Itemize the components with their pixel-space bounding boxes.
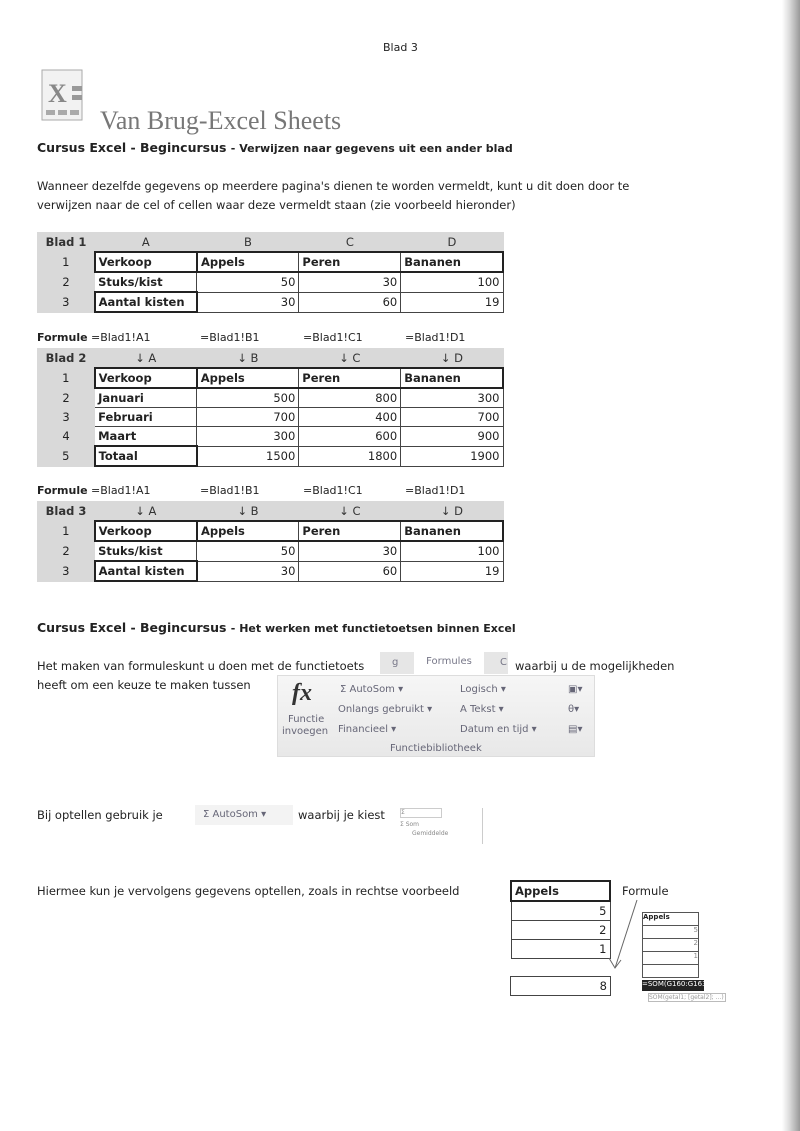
mini-sheet <box>642 912 724 1002</box>
mini-cell: 2 <box>642 939 699 952</box>
row-number[interactable]: 5 <box>38 446 95 466</box>
column-header[interactable] <box>197 233 299 253</box>
column-letter: B <box>250 351 259 365</box>
more-functions-icon[interactable]: ▤▾ <box>568 724 583 735</box>
cell[interactable]: 1900 <box>401 446 503 466</box>
arrow-icon: ↓ <box>135 504 145 518</box>
cell[interactable]: 5 <box>511 901 610 921</box>
formula-ref: =Blad1!A1 <box>91 331 151 344</box>
text: Bij optellen gebruik je <box>37 808 163 822</box>
cell[interactable]: Totaal <box>95 446 197 466</box>
cell[interactable]: Peren <box>299 521 401 541</box>
text: waarbij u de mogelijkheden <box>515 659 675 673</box>
sheet-name: Blad 2 <box>38 349 95 369</box>
cell[interactable]: 50 <box>197 272 299 292</box>
row-number[interactable]: 3 <box>38 561 95 581</box>
sheet-name: Blad 3 <box>38 502 95 522</box>
arrow-icon: ↓ <box>135 351 145 365</box>
cell[interactable]: Stuks/kist <box>95 541 197 561</box>
cell[interactable]: 19 <box>401 292 503 312</box>
column-header[interactable] <box>95 349 197 369</box>
menu-button[interactable]: Σ <box>400 808 442 818</box>
cell[interactable]: 600 <box>299 427 401 447</box>
cell[interactable]: Februari <box>95 408 197 427</box>
cell[interactable]: 1800 <box>299 446 401 466</box>
column-header[interactable] <box>197 502 299 522</box>
table-row <box>38 446 504 466</box>
insert-function-label[interactable]: Functie <box>288 714 325 725</box>
cell[interactable]: Peren <box>299 368 401 388</box>
cell[interactable]: 30 <box>299 541 401 561</box>
cell[interactable]: Appels <box>197 368 299 388</box>
column-header[interactable] <box>401 349 503 369</box>
formula-cell[interactable]: =SOM(G160:G163) <box>642 980 704 991</box>
column-letter: A <box>148 351 157 365</box>
arrow-icon: ↓ <box>237 351 247 365</box>
formula-ref: =Blad1!B1 <box>200 331 260 344</box>
menu-item-som[interactable]: Σ Som <box>400 821 420 828</box>
cell[interactable]: Bananen <box>401 252 503 272</box>
row-number[interactable]: 2 <box>38 272 95 292</box>
formula-ref: =Blad1!C1 <box>303 331 363 344</box>
autosom-button[interactable]: Σ AutoSom ▾ <box>195 805 293 825</box>
column-letter: B <box>250 504 259 518</box>
mini-header: Appels <box>642 912 699 926</box>
formula-label: Formule <box>37 331 88 344</box>
text: heeft om een keuze te maken tussen <box>37 678 251 692</box>
cell[interactable]: 300 <box>401 388 503 408</box>
cell[interactable]: 1 <box>511 940 610 959</box>
text-button[interactable]: A Tekst ▾ <box>460 704 504 715</box>
intro-line: Wanneer dezelfde gegevens op meerdere pagina's dienen te worden vermeldt, kunt u dit doen door te <box>37 179 630 193</box>
cell[interactable]: 60 <box>299 561 401 581</box>
column-header[interactable] <box>299 349 401 369</box>
logo-text: Van Brug-Excel Sheets <box>100 106 342 135</box>
table-row <box>38 272 504 292</box>
column-letter: D <box>454 504 463 518</box>
header-cell[interactable]: Appels <box>511 881 610 901</box>
cell[interactable]: 100 <box>401 272 503 292</box>
table-row <box>38 292 504 312</box>
cell[interactable]: 30 <box>197 292 299 312</box>
column-letter: C <box>345 235 354 249</box>
cell[interactable]: Bananen <box>401 521 503 541</box>
cell[interactable]: 2 <box>511 921 610 940</box>
tab-prev[interactable]: g <box>392 657 399 668</box>
subtitle: - Verwijzen naar gegevens uit een ander blad <box>230 142 513 155</box>
subtitle: - Het werken met functietoetsen binnen Excel <box>230 622 516 635</box>
arrow-icon: ↓ <box>339 504 349 518</box>
cell[interactable]: 800 <box>299 388 401 408</box>
cell[interactable]: Appels <box>197 252 299 272</box>
cell[interactable]: 700 <box>197 408 299 427</box>
title: Cursus Excel - Begincursus <box>37 620 227 635</box>
scan-edge <box>782 0 800 1131</box>
formula-tooltip: SOM(getal1; [getal2]; ...) <box>648 993 726 1002</box>
cell[interactable]: 100 <box>401 541 503 561</box>
row-number[interactable]: 1 <box>38 521 95 541</box>
intro-text <box>37 177 629 215</box>
row-number[interactable]: 2 <box>38 388 95 408</box>
row-number[interactable]: 3 <box>38 408 95 427</box>
mini-cell: 1 <box>642 952 699 965</box>
example-table <box>510 880 611 959</box>
group-label: Functiebibliotheek <box>390 743 482 754</box>
section1-title <box>37 140 513 155</box>
insert-function-label[interactable]: invoegen <box>282 726 329 737</box>
cell[interactable]: Aantal kisten <box>95 561 197 581</box>
cell[interactable]: 30 <box>197 561 299 581</box>
text: Hiermee kun je vervolgens gegevens optellen, zoals in rechtse voorbeeld <box>37 884 460 898</box>
arrow-icon: ↓ <box>339 351 349 365</box>
arrow-icon: ↓ <box>440 504 451 518</box>
cell[interactable]: Aantal kisten <box>95 292 197 312</box>
date-time-button[interactable]: Datum en tijd ▾ <box>460 724 537 735</box>
column-letter: D <box>447 235 457 249</box>
cell[interactable]: 1500 <box>197 446 299 466</box>
lookup-icon[interactable]: ▣▾ <box>568 684 583 695</box>
cell[interactable]: Stuks/kist <box>95 272 197 292</box>
column-header[interactable] <box>95 233 197 253</box>
sheet1-table <box>37 232 504 313</box>
financial-button[interactable]: Financieel ▾ <box>338 724 397 735</box>
formula-ref: =Blad1!D1 <box>405 484 466 497</box>
autosom-button[interactable]: Σ AutoSom ▾ <box>340 684 404 695</box>
example-total <box>510 976 611 996</box>
text: Het maken van formuleskunt u doen met de functietoets <box>37 659 365 673</box>
column-header[interactable] <box>95 502 197 522</box>
formula-ref: =Blad1!C1 <box>303 484 363 497</box>
title: Cursus Excel - Begincursus <box>37 140 227 155</box>
cell[interactable]: 60 <box>299 292 401 312</box>
cell[interactable]: 19 <box>401 561 503 581</box>
column-header[interactable] <box>299 502 401 522</box>
formula-ref: =Blad1!B1 <box>200 484 260 497</box>
column-header[interactable] <box>401 233 503 253</box>
cell[interactable]: 500 <box>197 388 299 408</box>
formule-label: Formule <box>622 884 669 898</box>
menu-item-gemiddelde[interactable]: Gemiddelde <box>412 830 449 837</box>
row-number[interactable]: 1 <box>38 252 95 272</box>
column-header[interactable] <box>299 233 401 253</box>
table-row <box>38 427 504 447</box>
mini-cell: 5 <box>642 926 699 939</box>
row-number[interactable]: 1 <box>38 368 95 388</box>
arrow-icon <box>605 898 645 973</box>
formula-ref: =Blad1!D1 <box>405 331 466 344</box>
column-letter: D <box>454 351 463 365</box>
intro-line: verwijzen naar de cel of cellen waar deze vermeldt staan (zie voorbeeld hieronder) <box>37 198 516 212</box>
cell[interactable]: Maart <box>95 427 197 447</box>
cell[interactable]: 30 <box>299 272 401 292</box>
cell[interactable]: Peren <box>299 252 401 272</box>
column-header[interactable] <box>401 502 503 522</box>
total-cell[interactable]: 8 <box>511 977 611 996</box>
ribbon-tabs <box>380 652 508 674</box>
column-header[interactable] <box>197 349 299 369</box>
mini-cell <box>642 965 699 978</box>
sheet3-table <box>37 501 504 582</box>
cell[interactable]: 50 <box>197 541 299 561</box>
column-letter: A <box>148 504 157 518</box>
cell[interactable]: 300 <box>197 427 299 447</box>
formula-ref: =Blad1!A1 <box>91 484 151 497</box>
column-letter: C <box>352 351 361 365</box>
sheet2-table <box>37 348 504 467</box>
tab-next[interactable]: C <box>500 657 507 668</box>
arrow-icon: ↓ <box>440 351 451 365</box>
column-letter: C <box>352 504 361 518</box>
cell[interactable]: 900 <box>401 427 503 447</box>
cell[interactable]: 700 <box>401 408 503 427</box>
autosom-menu <box>400 808 483 844</box>
cell[interactable]: Bananen <box>401 368 503 388</box>
table-row <box>38 521 504 541</box>
svg-text:X: X <box>48 79 67 108</box>
table-row <box>38 388 504 408</box>
fx-icon: fx <box>292 680 312 706</box>
table-row <box>38 541 504 561</box>
sheet-name: Blad 1 <box>38 233 95 253</box>
row-number[interactable]: 2 <box>38 541 95 561</box>
cell[interactable]: Januari <box>95 388 197 408</box>
cell[interactable]: 400 <box>299 408 401 427</box>
cell[interactable]: Verkoop <box>95 521 197 541</box>
column-letter: A <box>141 235 150 249</box>
function-library-ribbon <box>277 675 595 757</box>
cell[interactable]: Verkoop <box>95 252 197 272</box>
arrow-icon: ↓ <box>237 504 247 518</box>
tab-formules[interactable]: Formules <box>414 652 484 674</box>
math-icon[interactable]: θ▾ <box>568 704 580 715</box>
row-number[interactable]: 3 <box>38 292 95 312</box>
table-row <box>38 368 504 388</box>
logical-button[interactable]: Logisch ▾ <box>460 684 506 695</box>
section2-title <box>37 620 516 635</box>
cell[interactable]: Verkoop <box>95 368 197 388</box>
table-row <box>38 252 504 272</box>
table-row <box>38 408 504 427</box>
column-letter: B <box>243 235 252 249</box>
cell[interactable]: Appels <box>197 521 299 541</box>
text: waarbij je kiest <box>298 808 385 822</box>
excel-logo-icon <box>38 68 90 124</box>
table-row <box>38 561 504 581</box>
formula-label: Formule <box>37 484 88 497</box>
row-number[interactable]: 4 <box>38 427 95 447</box>
recent-button[interactable]: Onlangs gebruikt ▾ <box>338 704 433 715</box>
page-header: Blad 3 <box>383 41 418 54</box>
